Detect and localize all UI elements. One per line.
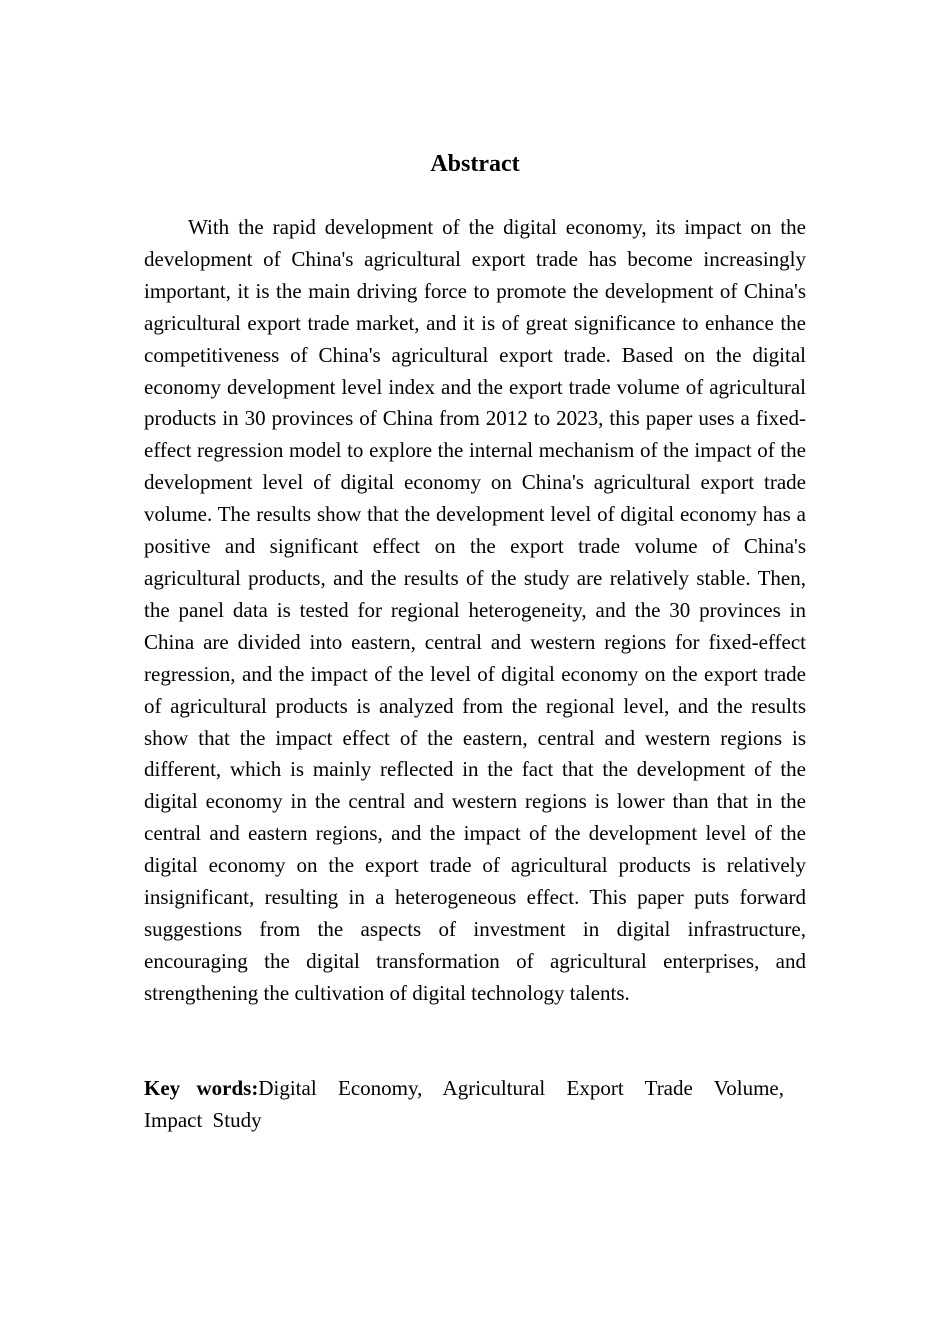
- keywords-text: Digital Economy, Agricultural Export Trade Volume, Impact Study: [144, 1076, 784, 1132]
- abstract-title: Abstract: [430, 151, 520, 177]
- keywords-line: [144, 1072, 784, 1136]
- abstract-body: With the rapid development of the digital economy, its impact on the development of China's agricultural export trade has become increasingly important, it is the main driving force to promote the development of China's agricultural export trade market, and it is of great significance to enhance the competitiveness of China's agricultural export trade. Based on the digital economy development level index and the export trade volume of agricultural products in 30 provinces of China from 2012 to 2023, this paper uses a fixed-effect regression model to explore the internal mechanism of the impact of the development level of digital economy on China's agricultural export trade volume. The results show that the development level of digital economy has a positive and significant effect on the export trade volume of China's agricultural products, and the results of the study are relatively stable. Then, the panel data is tested for regional heterogeneity, and the 30 provinces in China are divided into eastern, central and western regions for fixed-effect regression, and the impact of the level of digital economy on the export trade of agricultural products is analyzed from the regional level, and the results show that the impact effect of the eastern, central and western regions is different, which is mainly reflected in the fact that the development of the digital economy in the central and western regions is lower than that in the central and eastern regions, and the impact of the development level of the digital economy on the export trade of agricultural products is relatively insignificant, resulting in a heterogeneous effect. This paper puts forward suggestions from the aspects of investment in digital infrastructure, encouraging the digital transformation of agricultural enterprises, and strengthening the cultivation of digital technology talents.: [144, 215, 806, 1005]
- keywords-label: Key words:: [144, 1076, 259, 1100]
